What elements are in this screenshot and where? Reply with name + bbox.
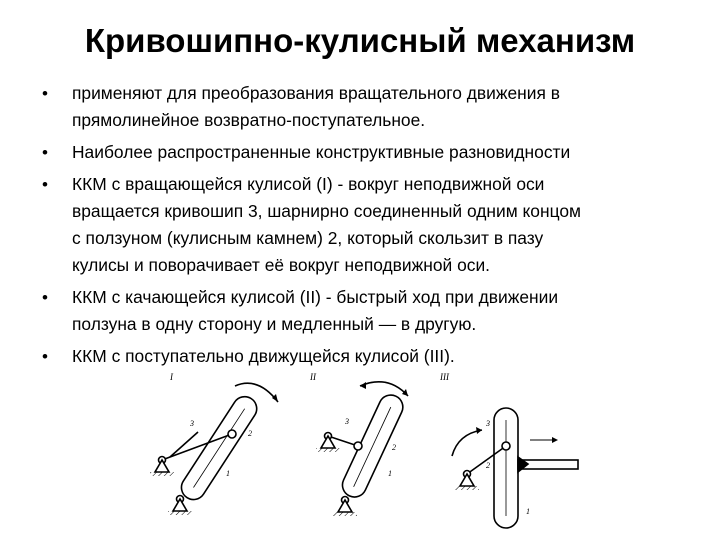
mechanism-diagrams [140,364,590,530]
label-roman-1: I [170,372,173,382]
label-num-1: 1 [526,507,530,516]
bullet-item [38,139,688,166]
bullet-item [38,80,688,134]
arrow-head [476,427,482,434]
support [173,499,187,511]
label-roman-3: III [440,372,449,382]
bullet-text-line: ККМ с качающейся кулисой (II) - быстрый ход при движении [72,287,559,307]
ground-hatch [316,448,340,452]
label-num-1: 1 [388,469,392,478]
link-body [339,391,407,501]
bullet-dot: • [42,143,48,162]
bullet-text-line: ползуна в одну сторону и медленный — в другую. [72,314,477,334]
label-num-2: 2 [486,461,490,470]
bullet-dot: • [42,175,48,194]
bullet-text-line: Наиболее распространенные конструктивные разновидности [72,142,571,162]
diagram-translating-link [439,372,578,528]
arrow-head [360,382,366,389]
bullet-item [38,171,688,279]
mechanism-diagrams-svg [140,364,590,530]
bullet-text-line: ККМ с поступательно движущейся кулисой (III). [72,346,455,366]
support [460,474,474,486]
label-num-1: 1 [226,469,230,478]
bullet-text-line: кулисы и поворачивает её вокруг неподвижной оси. [72,255,490,275]
bullet-dot: • [42,84,48,103]
support [338,500,352,512]
label-roman-2: II [310,372,316,382]
bullet-dot: • [42,347,48,366]
support [155,460,169,472]
link-body [177,392,261,504]
diagram-rotating-link [150,372,278,515]
ground-hatch [455,486,479,490]
bullet-text-line: применяют для преобразования вращательного движения в [72,83,560,103]
slider-pin [354,442,362,450]
ground-hatch [168,511,192,515]
rotation-arc [452,430,482,456]
bullet-dot: • [42,288,48,307]
diagram-swinging-link [309,372,408,516]
slider-pin [502,442,510,450]
label-num-2: 2 [248,429,252,438]
arrow-head [552,437,558,443]
bullet-item [38,284,688,338]
bullet-text-line: прямолинейное возвратно-поступательное. [72,110,426,130]
slide-title: Кривошипно-кулисный механизм [84,22,636,59]
bullet-text-line: ККМ с вращающейся кулисой (I) - вокруг неподвижной оси [72,174,545,194]
label-num-3: 3 [345,417,349,426]
swing-arc [360,382,408,396]
bullet-list [38,80,688,375]
label-num-3: 3 [190,419,194,428]
label-num-3: 3 [486,419,490,428]
label-num-2: 2 [392,443,396,452]
ground-hatch [150,472,174,476]
bullet-text-line: вращается кривошип 3, шарнирно соединенный одним концом [72,201,581,221]
bullet-text-line: с ползуном (кулисным камнем) 2, который скользит в пазу [72,228,544,248]
slider-pin [228,430,236,438]
ground-hatch [333,512,357,516]
crank-upper [170,432,198,457]
